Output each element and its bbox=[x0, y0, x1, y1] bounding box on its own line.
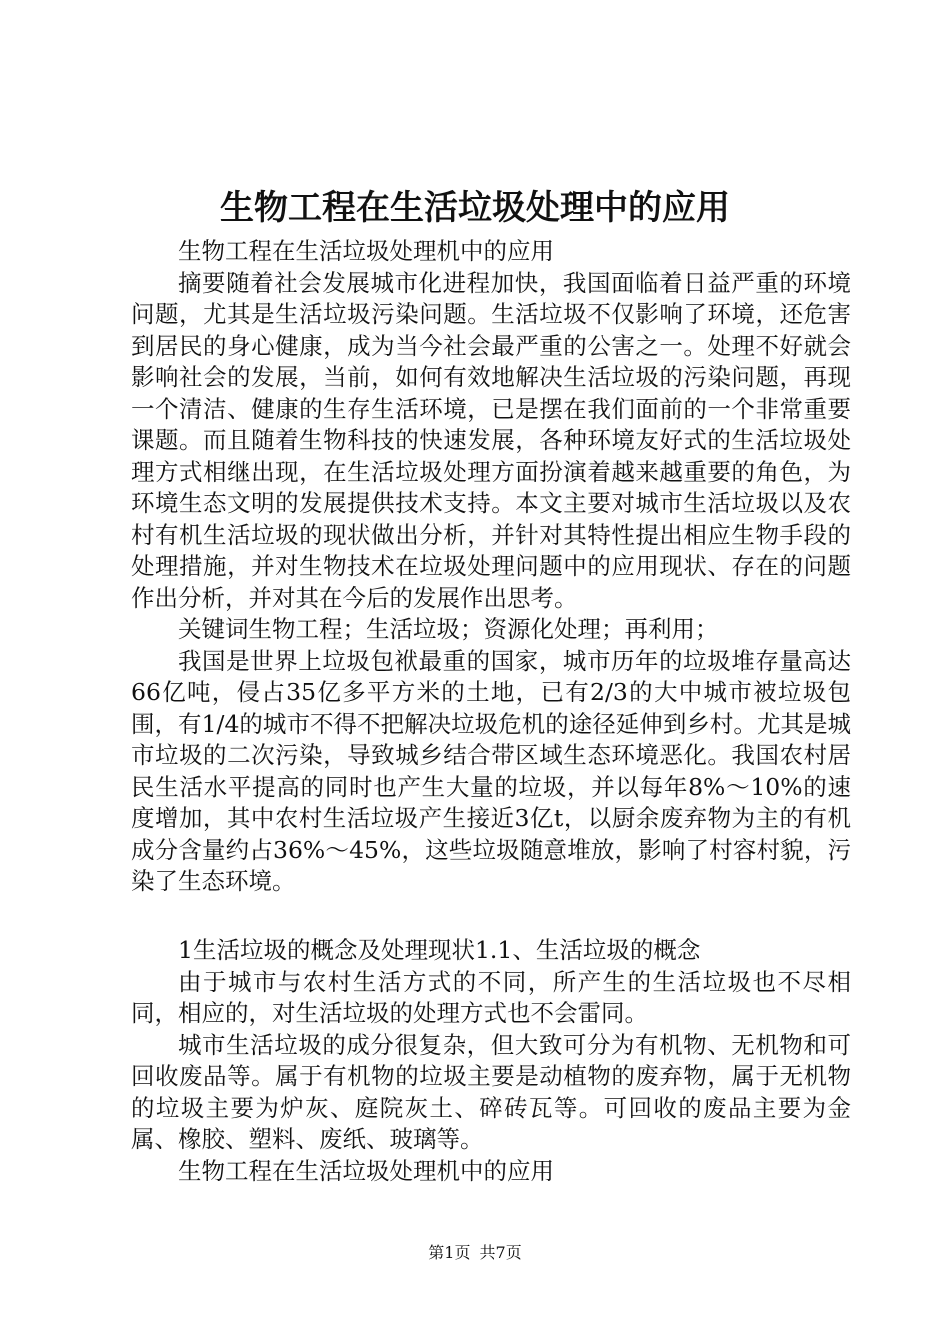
body-paragraph: 由于城市与农村生活方式的不同，所产生的生活垃圾也不尽相同，相应的，对生活垃圾的处理方式也不会雷同。 bbox=[131, 967, 851, 1027]
document-title: 生物工程在生活垃圾处理中的应用 bbox=[220, 188, 730, 228]
page-footer: 第1页 共7页 bbox=[428, 1243, 522, 1262]
body-paragraph: 城市生活垃圾的成分很复杂，但大致可分为有机物、无机物和可回收废品等。属于有机物的垃圾主要是动植物的废弃物，属于无机物的垃圾主要为炉灰、庭院灰土、碎砖瓦等。可回收的废品主要为金属、橡胶、塑料、废纸、玻璃等。 bbox=[131, 1030, 851, 1153]
intro-paragraph: 我国是世界上垃圾包袱最重的国家，城市历年的垃圾堆存量高达66亿吨，侵占35亿多平方米的土地，已有2/3的大中城市被垃圾包围，有1/4的城市不得不把解决垃圾危机的途径延伸到乡村。尤其是城市垃圾的二次污染，导致城乡结合带区域生态环境恶化。我国农村居民生活水平提高的同时也产生大量的垃圾，并以每年8%～10%的速度增加，其中农村生活垃圾产生接近3亿t，以厨余废弃物为主的有机成分含量约占36%～45%，这些垃圾随意堆放，影响了村容村貌，污染了生态环境。 bbox=[131, 646, 851, 895]
keywords-paragraph: 关键词生物工程；生活垃圾；资源化处理；再利用； bbox=[178, 615, 719, 643]
abstract-paragraph: 摘要随着社会发展城市化进程加快，我国面临着日益严重的环境问题，尤其是生活垃圾污染问题。生活垃圾不仅影响了环境，还危害到居民的身心健康，成为当今社会最严重的公害之一。处理不好就会影响社会的发展，当前，如何有效地解决生活垃圾的污染问题，再现一个清洁、健康的生存生活环境，已是摆在我们面前的一个非常重要课题。而且随着生物科技的快速发展，各种环境友好式的生活垃圾处理方式相继出现，在生活垃圾处理方面扮演着越来越重要的角色，为环境生态文明的发展提供技术支持。本文主要对城市生活垃圾以及农村有机生活垃圾的现状做出分析，并针对其特性提出相应生物手段的处理措施，并对生物技术在垃圾处理问题中的应用现状、存在的问题作出分析，并对其在今后的发展作出思考。 bbox=[131, 268, 851, 612]
section-heading: 1生活垃圾的概念及处理现状1.1、生活垃圾的概念 bbox=[178, 936, 701, 964]
repeated-title-paragraph: 生物工程在生活垃圾处理机中的应用 bbox=[178, 1156, 554, 1185]
subtitle-paragraph: 生物工程在生活垃圾处理机中的应用 bbox=[178, 237, 554, 265]
body-section-2 bbox=[131, 935, 851, 1187]
body-section-1 bbox=[131, 236, 851, 898]
